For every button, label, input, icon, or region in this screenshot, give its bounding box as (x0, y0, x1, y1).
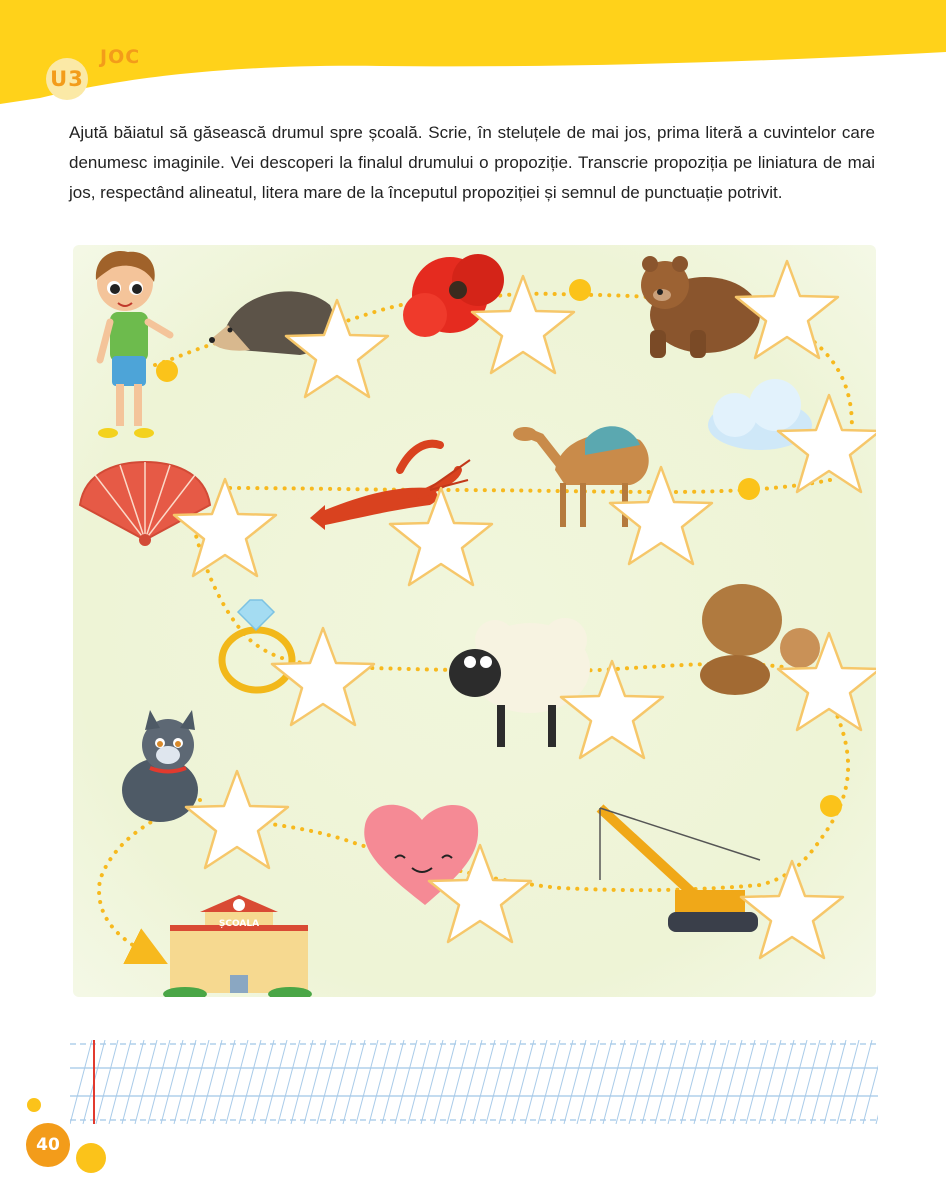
path-dot (156, 360, 178, 382)
answer-star[interactable] (736, 261, 838, 358)
maze-game-area (73, 245, 876, 997)
unit-badge: U3 (46, 58, 88, 100)
answer-star[interactable] (741, 861, 843, 958)
crane-picture (600, 808, 760, 932)
path-dot (738, 478, 760, 500)
fan-picture (80, 462, 210, 546)
header-banner (0, 0, 946, 110)
school-sign-text: ȘCOALA (218, 919, 260, 929)
instructions-text: Ajută băiatul să găsească drumul spre școală. Scrie, în steluțele de mai jos, prima literă a cuvintelor care denumesc imaginile. Vei descoperi la finalul drumului o propoziție. Transcrie propoziția pe liniatura de mai jos, respectând alineatul, litera mare de la începutul propoziției și semnul de punctuație potrivit. (69, 123, 875, 202)
wolf-picture (122, 710, 198, 822)
path-dot (820, 795, 842, 817)
boy-picture (96, 251, 170, 438)
sheep-picture (449, 618, 590, 747)
answer-star[interactable] (186, 771, 288, 868)
maze-illustration (73, 245, 876, 997)
bear-picture (641, 256, 760, 358)
path-dot (569, 279, 591, 301)
decor-dot (76, 1143, 106, 1173)
section-title: JOC (100, 46, 141, 68)
handwriting-ruling[interactable] (70, 1040, 878, 1124)
school-picture (163, 895, 312, 997)
decor-dot (27, 1098, 41, 1112)
page-number: 40 (26, 1123, 70, 1167)
